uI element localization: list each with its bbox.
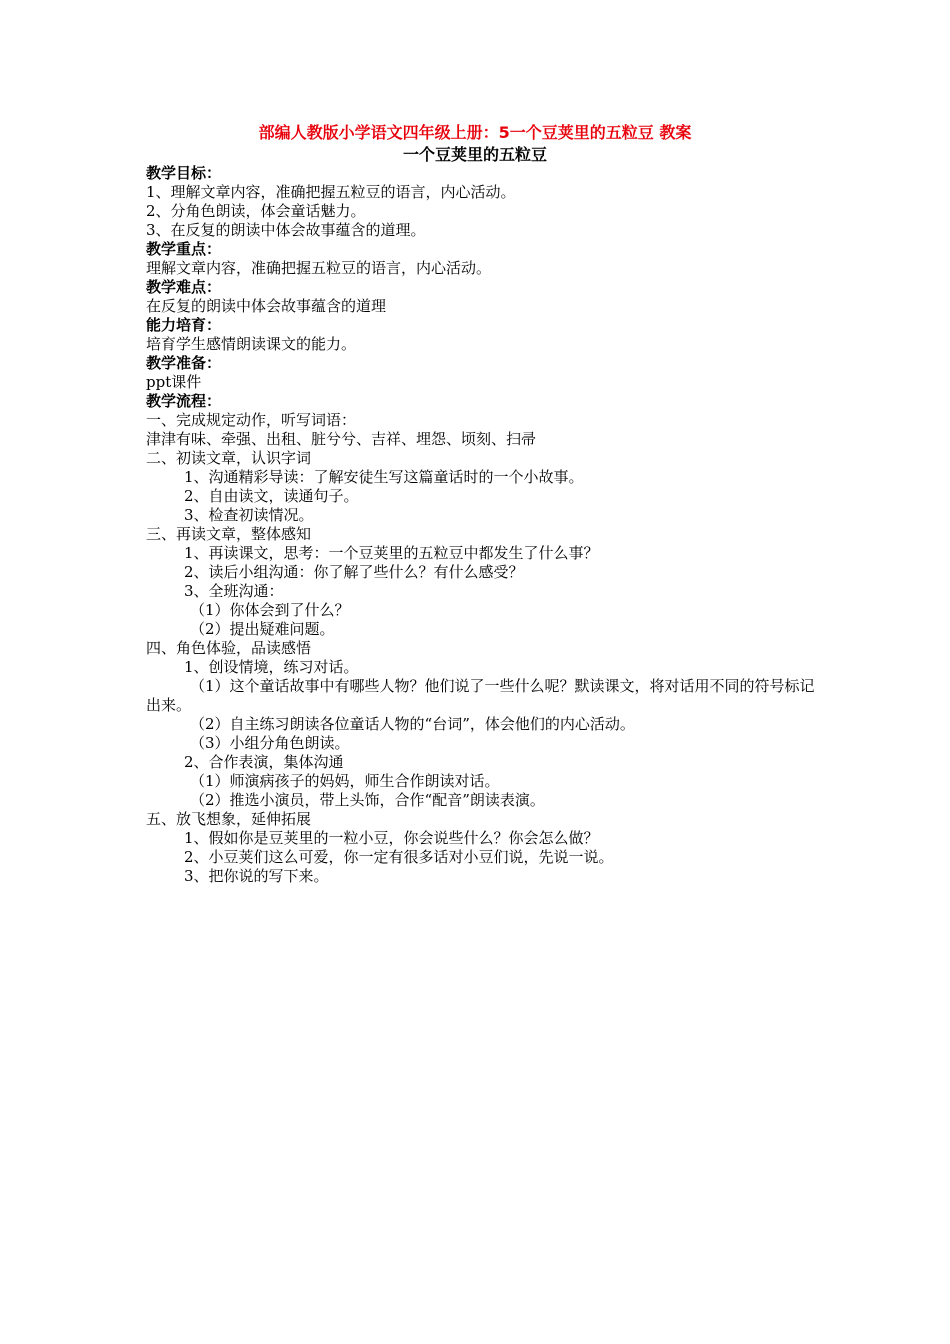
text-line: 3、在反复的朗读中体会故事蕴含的道理。 [146,221,426,239]
list-item: 2、读后小组沟通：你了解了些什么？有什么感受？ [184,563,524,581]
sub-list-item: （1）你体会到了什么？ [190,601,350,619]
text-line: 四、角色体验，品读感悟 [146,639,312,657]
text-line: 在反复的朗读中体会故事蕴含的道理 [146,297,387,315]
document-body [146,164,826,886]
list-item: 3、检查初读情况。 [184,506,314,524]
sub-list-item: （3）小组分角色朗读。 [190,734,350,752]
list-item: 2、自由读文，读通句子。 [184,487,359,505]
section-heading: 教学准备： [146,354,222,372]
sub-list-item: （2）自主练习朗读各位童话人物的“台词”，体会他们的内心活动。 [190,715,635,733]
list-item: 2、小豆荚们这么可爱，你一定有很多话对小豆们说，先说一说。 [184,848,614,866]
text-line: 1、理解文章内容，准确把握五粒豆的语言，内心活动。 [146,183,516,201]
text-line: 三、再读文章，整体感知 [146,525,312,543]
list-item: 2、合作表演，集体沟通 [184,753,344,771]
section-heading: 教学流程： [146,392,222,410]
text-line: 2、分角色朗读，体会童话魅力。 [146,202,366,220]
text-line: ppt课件 [146,373,202,391]
text-line: 五、放飞想象，延伸拓展 [146,810,312,828]
sub-list-item: （2）提出疑难问题。 [190,620,335,638]
text-line: 一、完成规定动作，听写词语： [146,411,357,429]
list-item: 1、再读课文，思考：一个豆荚里的五粒豆中都发生了什么事？ [184,544,599,562]
list-item: 1、假如你是豆荚里的一粒小豆，你会说些什么？你会怎么做？ [184,829,599,847]
section-heading: 教学重点： [146,240,222,258]
text-line: 二、初读文章，认识字词 [146,449,312,467]
sub-list-item: （1）这个童话故事中有哪些人物？他们说了一些什么呢？默读课文，将对话用不同的符号标记出来。 [146,677,815,714]
list-item: 1、创设情境，练习对话。 [184,658,359,676]
document-subtitle: 一个豆荚里的五粒豆 [402,145,547,164]
text-line: 培育学生感情朗读课文的能力。 [146,335,357,353]
text-line: 津津有味、牵强、出租、脏兮兮、吉祥、埋怨、顷刻、扫帚 [146,430,537,448]
document-title: 部编人教版小学语文四年级上册：5一个豆荚里的五粒豆 教案 [258,123,692,142]
sub-list-item: （1）师演病孩子的妈妈，师生合作朗读对话。 [190,772,500,790]
list-item: 3、全班沟通： [184,582,284,600]
section-heading: 教学目标： [146,164,222,182]
sub-list-item: （2）推选小演员，带上头饰，合作“配音”朗读表演。 [190,791,545,809]
text-line: 理解文章内容，准确把握五粒豆的语言，内心活动。 [146,259,492,277]
section-heading: 能力培育： [146,316,222,334]
list-item: 1、沟通精彩导读：了解安徒生写这篇童话时的一个小故事。 [184,468,584,486]
list-item: 3、把你说的写下来。 [184,867,329,885]
section-heading: 教学难点： [146,278,222,296]
